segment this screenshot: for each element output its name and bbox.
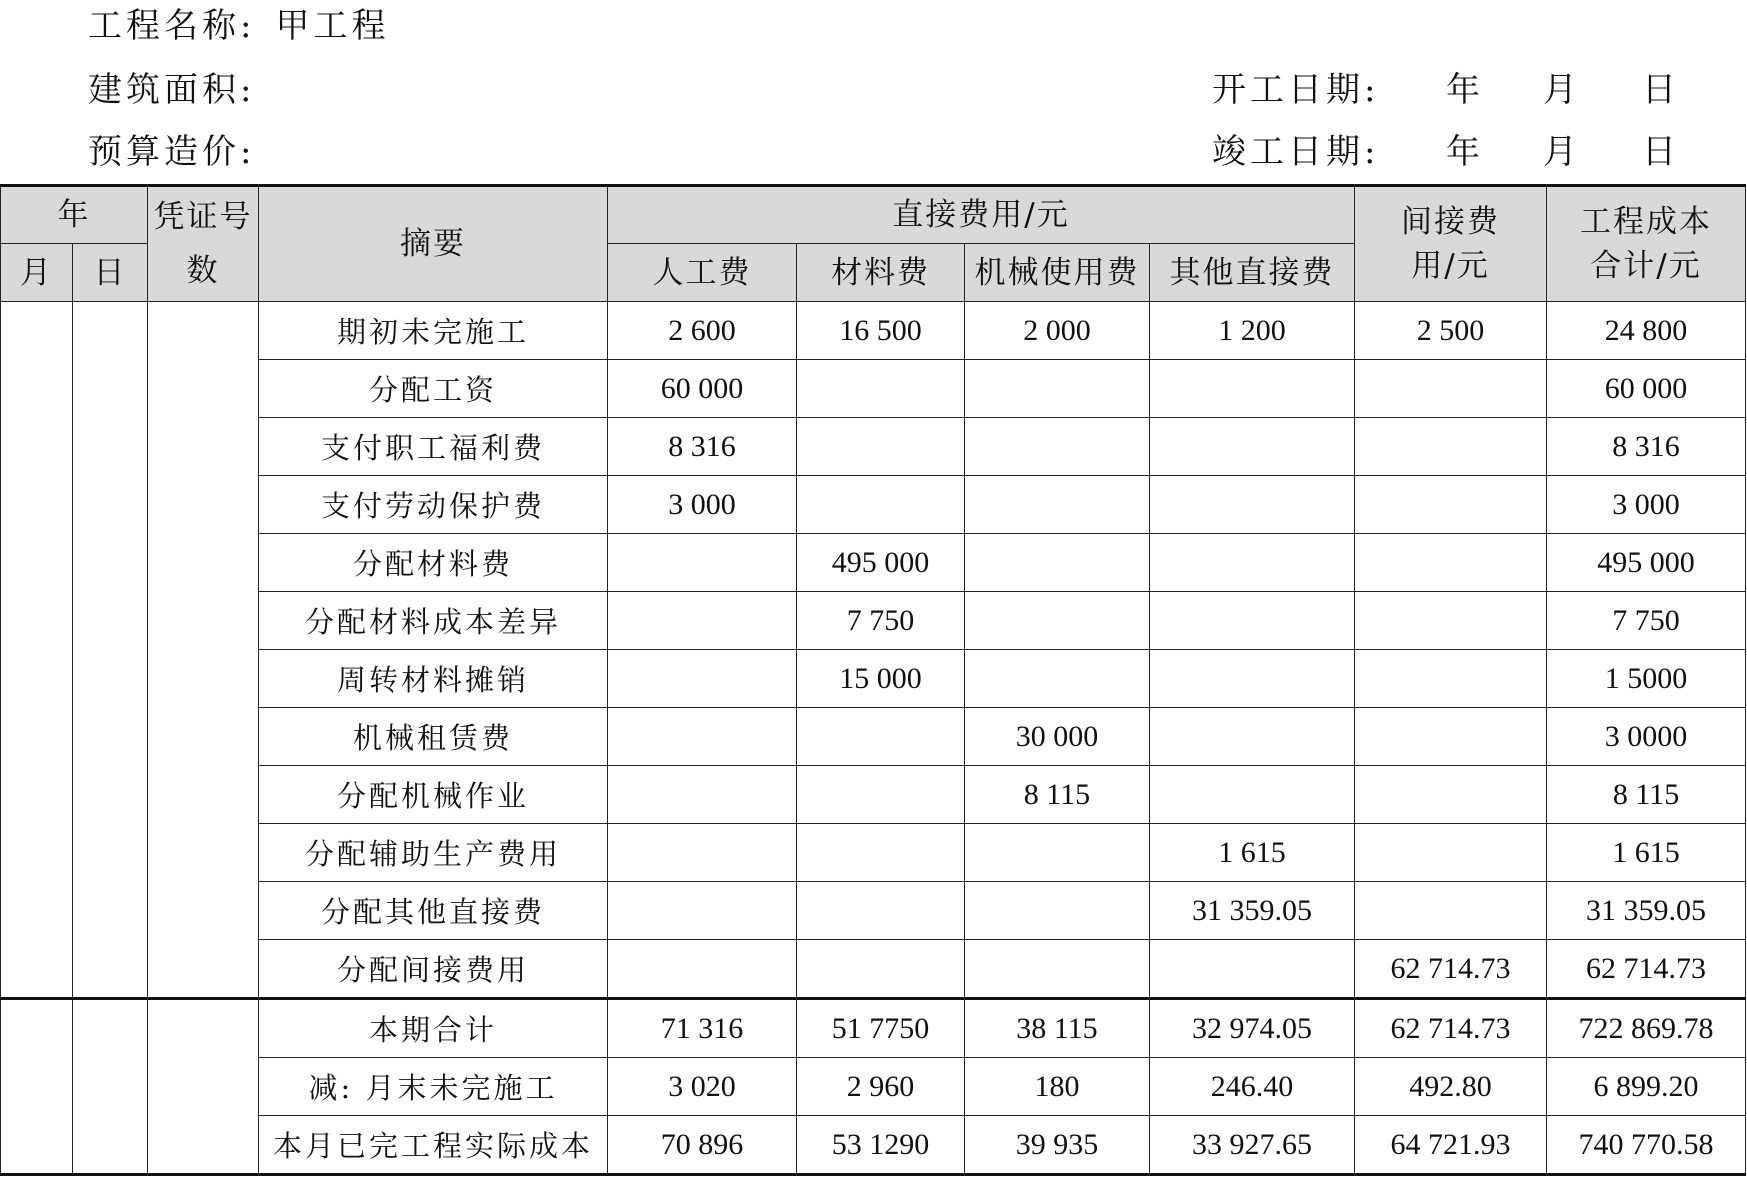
day-cell [73,534,148,592]
table-row [1,418,1746,476]
indirect-cell [1355,824,1547,882]
total-cell: 24 800 [1547,302,1746,360]
end-day: 日 [1642,132,1676,172]
labor-cell: 8 316 [608,418,797,476]
col-machine-header: 机械使用费 [965,244,1150,302]
month-cell [1,766,73,824]
voucher-header-text: 凭证号数 [153,199,253,289]
start-date-label: 开工日期: [1212,70,1380,110]
total-cell: 8 115 [1547,766,1746,824]
table-row [1,824,1746,882]
col-voucher-header [148,186,259,302]
month-cell [1,476,73,534]
day-cell [73,360,148,418]
material-cell: 51 7750 [797,999,965,1058]
table-row [1,708,1746,766]
labor-cell [608,708,797,766]
day-cell [73,882,148,940]
total-header-text: 工程成本合计/元 [1580,204,1713,284]
labor-cell [608,882,797,940]
other-cell: 1 200 [1150,302,1355,360]
material-cell: 15 000 [797,650,965,708]
labor-cell: 2 600 [608,302,797,360]
total-cell: 3 0000 [1547,708,1746,766]
total-cell: 740 770.58 [1547,1116,1746,1175]
col-month-header: 月 [1,244,73,302]
summary-cell: 期初未完施工 [259,302,608,360]
month-cell [1,360,73,418]
material-cell: 2 960 [797,1058,965,1116]
indirect-cell: 64 721.93 [1355,1116,1547,1175]
summary-cell: 减: 月末未完施工 [259,1058,608,1116]
total-cell: 1 615 [1547,824,1746,882]
machine-cell [965,360,1150,418]
indirect-cell [1355,476,1547,534]
col-summary-header: 摘要 [259,186,608,302]
total-cell: 1 5000 [1547,650,1746,708]
day-cell [73,1116,148,1175]
machine-cell: 38 115 [965,999,1150,1058]
table-row [1,940,1746,999]
month-cell [1,418,73,476]
summary-cell: 本月已完工程实际成本 [259,1116,608,1175]
material-cell [797,476,965,534]
col-material-header: 材料费 [797,244,965,302]
machine-cell: 8 115 [965,766,1150,824]
machine-cell [965,534,1150,592]
month-cell [1,882,73,940]
summary-cell: 分配工资 [259,360,608,418]
col-day-header: 日 [73,244,148,302]
material-cell [797,940,965,999]
indirect-cell [1355,708,1547,766]
end-year: 年 [1446,132,1480,172]
labor-cell [608,534,797,592]
voucher-cell [148,302,259,360]
summary-cell: 分配辅助生产费用 [259,824,608,882]
indirect-cell [1355,766,1547,824]
total-cell: 8 316 [1547,418,1746,476]
summary-cell: 分配材料费 [259,534,608,592]
indirect-cell [1355,882,1547,940]
other-cell [1150,766,1355,824]
indirect-cell: 62 714.73 [1355,999,1547,1058]
machine-cell: 2 000 [965,302,1150,360]
day-cell [73,592,148,650]
voucher-cell [148,418,259,476]
summary-cell: 机械租赁费 [259,708,608,766]
budget-label: 预算造价: [88,132,256,172]
indirect-cell [1355,360,1547,418]
voucher-cell [148,708,259,766]
month-cell [1,1116,73,1175]
voucher-cell [148,766,259,824]
day-cell [73,302,148,360]
voucher-cell [148,534,259,592]
labor-cell [608,940,797,999]
col-other-direct-header: 其他直接费 [1150,244,1355,302]
other-cell [1150,708,1355,766]
voucher-cell [148,592,259,650]
month-cell [1,534,73,592]
machine-cell: 39 935 [965,1116,1150,1175]
other-cell [1150,534,1355,592]
summary-cell: 支付劳动保护费 [259,476,608,534]
table-row [1,882,1746,940]
day-cell [73,650,148,708]
material-cell: 53 1290 [797,1116,965,1175]
machine-cell [965,418,1150,476]
machine-cell [965,650,1150,708]
other-cell [1150,418,1355,476]
voucher-cell [148,940,259,999]
voucher-cell [148,824,259,882]
voucher-cell [148,882,259,940]
summary-cell: 周转材料摊销 [259,650,608,708]
table-row [1,302,1746,360]
table-row [1,650,1746,708]
other-cell [1150,360,1355,418]
indirect-cell [1355,592,1547,650]
table-row [1,360,1746,418]
machine-cell [965,824,1150,882]
total-cell: 3 000 [1547,476,1746,534]
day-cell [73,1058,148,1116]
total-cell: 6 899.20 [1547,1058,1746,1116]
total-cell: 62 714.73 [1547,940,1746,999]
end-date-label: 竣工日期: [1212,132,1380,172]
month-cell [1,592,73,650]
machine-cell: 180 [965,1058,1150,1116]
material-cell [797,766,965,824]
other-cell: 32 974.05 [1150,999,1355,1058]
summary-row [1,1058,1746,1116]
project-name-label: 工程名称: [88,6,256,46]
other-cell [1150,650,1355,708]
labor-cell [608,592,797,650]
indirect-cell: 492.80 [1355,1058,1547,1116]
other-cell: 246.40 [1150,1058,1355,1116]
material-cell [797,882,965,940]
day-cell [73,940,148,999]
col-indirect-header [1355,186,1547,302]
project-name-value: 甲工程 [275,6,390,46]
summary-row [1,999,1746,1058]
ledger-body [1,302,1746,1175]
voucher-cell [148,476,259,534]
indirect-cell [1355,650,1547,708]
labor-cell: 3 020 [608,1058,797,1116]
building-area-label: 建筑面积: [88,70,256,110]
material-cell: 495 000 [797,534,965,592]
summary-cell: 分配其他直接费 [259,882,608,940]
day-cell [73,476,148,534]
other-cell: 31 359.05 [1150,882,1355,940]
other-cell: 1 615 [1150,824,1355,882]
total-cell: 60 000 [1547,360,1746,418]
other-cell: 33 927.65 [1150,1116,1355,1175]
month-cell [1,1058,73,1116]
total-cell: 722 869.78 [1547,999,1746,1058]
start-year: 年 [1446,70,1480,110]
total-cell: 7 750 [1547,592,1746,650]
indirect-cell [1355,534,1547,592]
month-cell [1,940,73,999]
material-cell [797,418,965,476]
col-labor-header: 人工费 [608,244,797,302]
labor-cell: 3 000 [608,476,797,534]
machine-cell [965,940,1150,999]
material-cell: 16 500 [797,302,965,360]
month-cell [1,708,73,766]
summary-cell: 分配材料成本差异 [259,592,608,650]
col-total-header [1547,186,1746,302]
day-cell [73,708,148,766]
summary-cell: 分配机械作业 [259,766,608,824]
col-direct-group-header: 直接费用/元 [608,186,1355,244]
other-cell [1150,592,1355,650]
material-cell: 7 750 [797,592,965,650]
day-cell [73,999,148,1058]
labor-cell [608,824,797,882]
labor-cell [608,650,797,708]
indirect-cell: 2 500 [1355,302,1547,360]
labor-cell: 70 896 [608,1116,797,1175]
material-cell [797,824,965,882]
indirect-cell [1355,418,1547,476]
end-month: 月 [1543,132,1577,172]
other-cell [1150,940,1355,999]
voucher-cell [148,999,259,1058]
table-row [1,476,1746,534]
table-row [1,592,1746,650]
labor-cell [608,766,797,824]
machine-cell [965,592,1150,650]
month-cell [1,999,73,1058]
other-cell [1150,476,1355,534]
col-year-header: 年 [1,186,148,244]
day-cell [73,824,148,882]
summary-row [1,1116,1746,1175]
machine-cell [965,882,1150,940]
summary-cell: 支付职工福利费 [259,418,608,476]
table-row [1,534,1746,592]
day-cell [73,418,148,476]
total-cell: 31 359.05 [1547,882,1746,940]
month-cell [1,824,73,882]
voucher-cell [148,1058,259,1116]
project-name-line [88,6,389,46]
indirect-header-text: 间接费用/元 [1401,204,1500,284]
cost-ledger-table [0,184,1746,1176]
indirect-cell: 62 714.73 [1355,940,1547,999]
month-cell [1,302,73,360]
labor-cell: 60 000 [608,360,797,418]
total-cell: 495 000 [1547,534,1746,592]
machine-cell: 30 000 [965,708,1150,766]
machine-cell [965,476,1150,534]
voucher-cell [148,650,259,708]
start-month: 月 [1543,70,1577,110]
day-cell [73,766,148,824]
month-cell [1,650,73,708]
labor-cell: 71 316 [608,999,797,1058]
material-cell [797,708,965,766]
voucher-cell [148,360,259,418]
material-cell [797,360,965,418]
voucher-cell [148,1116,259,1175]
start-day: 日 [1642,70,1676,110]
table-row [1,766,1746,824]
summary-cell: 分配间接费用 [259,940,608,999]
summary-cell: 本期合计 [259,999,608,1058]
